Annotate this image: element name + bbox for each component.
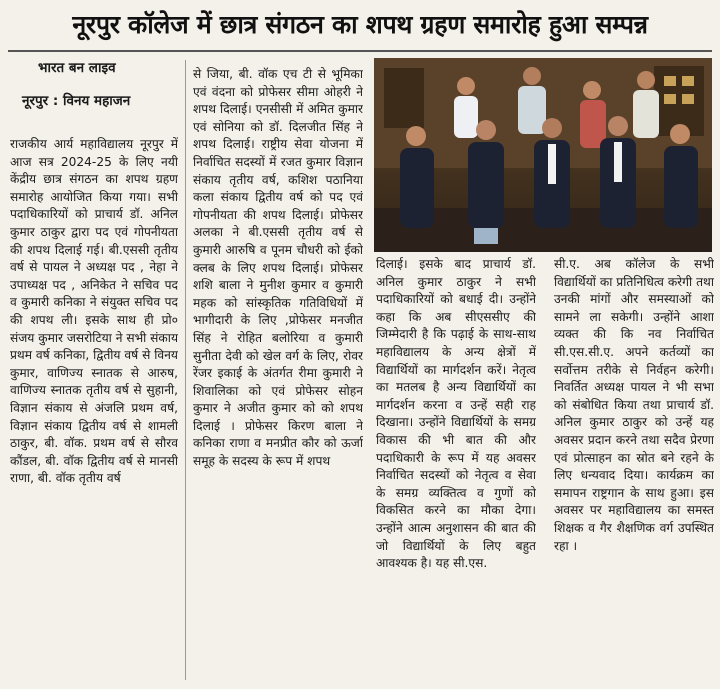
article-column-2 [193,66,363,686]
column-divider [185,60,186,680]
headline-rule [8,50,712,52]
group-photo-illustration [374,58,712,252]
column-2-text: से जिया, बी. वॉक एच टी से भूमिका एवं वंदना को प्रोफेसर सीमा ओहरी ने शपथ दिलाई। एनसीसी में अमित कुमार एवं सोनिया को डॉ. दिलजीत सिंह ने शपथ दिलाई। राष्ट्रीय सेवा योजना में निर्वाचित सदस्यों में रजत कुमार विज्ञान संकाय तृतीय वर्ष, कशिश पठानिया कला संकाय द्वितीय वर्ष को पद एवं गोपनीयता की शपथ दिलाई। प्रोफेसर अलका ने बी.एससी तृतीय वर्ष से कुमारी आरुषि व पूनम चौधरी को ईको क्लब के लिए शपथ दिलाई। प्रोफेसर शशि बाला ने मुनीश कुमार व कुमारी महक को सांस्कृतिक गतिविधियों में भागीदारी के लिए ,प्रोफेसर मनजीत सिंह ने रोहित बलोरिया व कुमारी सुनीता देवी को खेल वर्ग के लिए, रोवर रेंजर इकाई के अंतर्गत रीमा कुमारी ने शिवालिका को एवं प्रोफेसर सोहन कुमार ने अजीत कुमार को को शपथ दिलाई । प्रोफेसर किरण बाला ने कनिका राणा व मनप्रीत कौर को ऊर्जा समूह के सदस्य के रूप में शपथ [193,67,363,469]
article-column-1 [10,136,178,686]
column-4-text: सी.ए. अब कॉलेज के सभी विद्यार्थियों का प्रतिनिधित्व करेगी तथा उनकी मांगों और समस्याओं को सामने ला सकेगी। उन्होंने आशा व्यक्त की कि नव निर्वाचित सी.एस.सी.ए. अपने कर्तव्यों का सर्वोत्तम तरीके से निर्वहन करेगी। निवर्तित अध्यक्ष पायल ने भी सभा को संबोधित किया तथा प्राचार्य डॉ. अनिल कुमार ठाकुर को उन्हें यह अवसर प्रदान करने तथा सदैव प्रेरणा एवं प्रोत्साहन का स्रोत बने रहने के लिए धन्यवाद दिया। कार्यक्रम का समापन राष्ट्रगान के साथ हुआ। इस अवसर पर महाविद्यालय का समस्त शिक्षक व गैर शैक्षणिक वर्ग उपस्थित रहा । [554,257,714,553]
column-3-text: दिलाई। इसके बाद प्राचार्य डॉ. अनिल कुमार ठाकुर ने सभी पदाधिकारियों को बधाई दी। उन्होंने कहा कि अब सीएससीए की जिम्मेदारी है कि पढ़ाई के साथ-साथ महाविद्यालय के अन्य क्षेत्रों में विद्यार्थियों का मार्गदर्शन करें। नेतृत्व का मतलब है अन्य विद्यार्थियों का मार्गदर्शन करना व उन्हें सही राह दिखाना। उन्होंने विद्यार्थियों के समग्र विकास की भी बात की और पदाधिकारी के रूप में यह अवसर निर्वाचित सदस्यों को नेतृत्व व सेवा के समग्र व्यक्तित्व व गुणों को विकसित करने का मौका देगा। उन्होंने आत्म अनुशासन की बात की जो विद्यार्थियों के लिए बहुत आवश्यक है। यह सी.एस. [376,257,536,571]
column-1-text: राजकीय आर्य महाविद्यालय नूरपुर में आज सत्र 2024-25 के लिए नयी केंद्रीय छात्र संगठन का शपथ ग्रहण समारोह आयोजित किया गया। सभी पदाधिकारियों को प्राचार्य डॉ. अनिल कुमार ठाकुर द्वारा पद एवं गोपनीयता की शपथ दिलाई गई। बी.एससी तृतीय वर्ष से पायल ने अध्यक्ष पद , नेहा ने उपाध्यक्ष पद , अनिकेत ने सचिव पद व कुमारी कनिका ने संयुक्त सचिव पद की शपथ ली। इसके साथ ही प्रो० संजय कुमार जसरोटिया ने सभी संकाय प्रथम वर्ष कनिका, द्वितीय वर्ष से विनय कुमार, वाणिज्य स्नातक से आरुष, वाणिज्य स्नातक तृतीय वर्ष से सुहानी, विज्ञान संकाय से अंजलि प्रथम वर्ष, विज्ञान संकाय द्वितीय वर्ष से शामली ठाकुर, बी. वॉक. प्रथम वर्ष से सौरव कौंडल, बी. वॉक द्वितीय वर्ष से मानसी राणा, बी. वॉक तृतीय वर्ष [10,137,178,486]
headline: नूरपुर कॉलेज में छात्र संगठन का शपथ ग्रहण समारोह हुआ सम्पन्न [72,10,648,39]
article-column-4 [554,256,714,686]
event-photo [374,58,712,252]
article-column-3 [376,256,536,686]
source-label: भारत बन लाइव [38,60,116,76]
reporter-byline: नूरपुर : विनय महाजन [22,93,131,109]
